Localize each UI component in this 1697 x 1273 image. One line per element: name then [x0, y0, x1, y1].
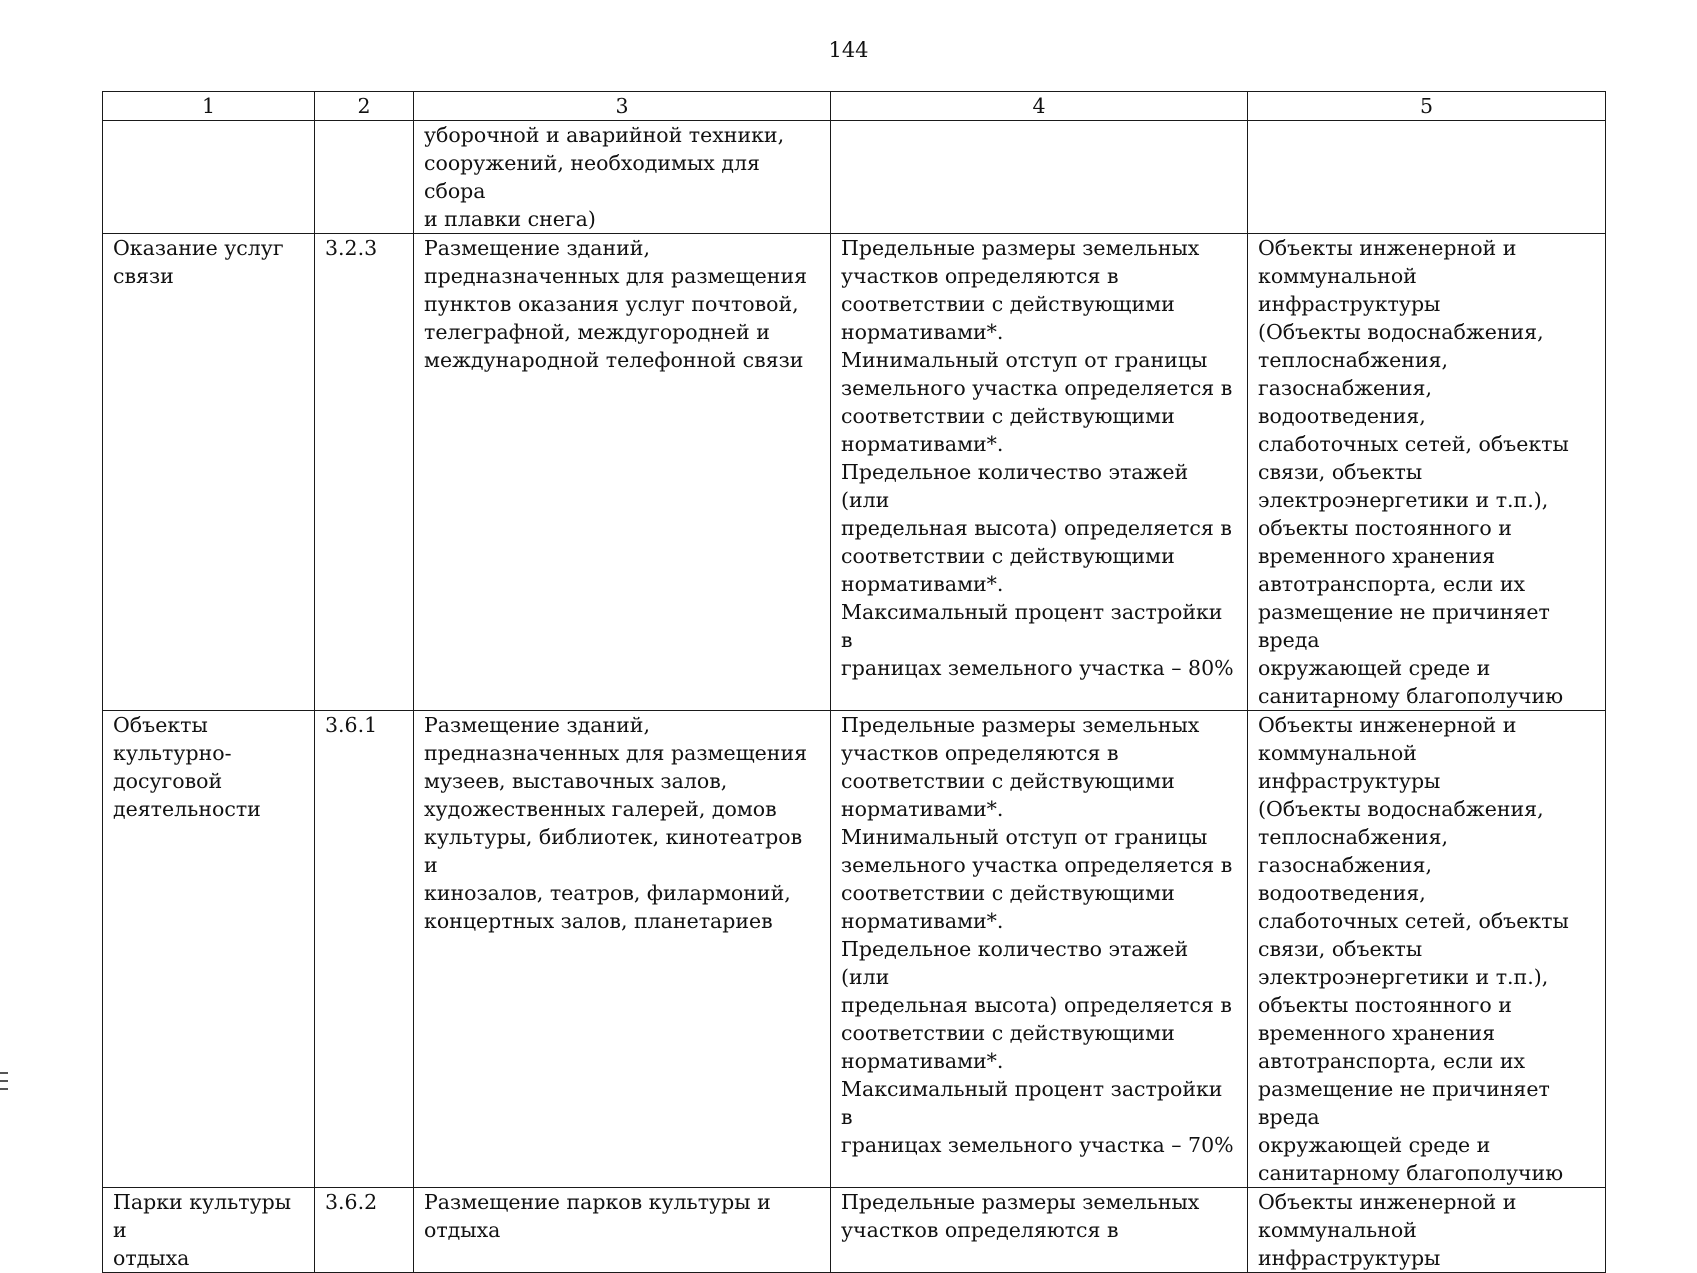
page-number: 144 [828, 38, 869, 62]
table-row [103, 121, 1606, 234]
scan-mark [0, 1072, 8, 1074]
table-row [103, 1188, 1606, 1273]
use-code-cell: 3.6.2 [315, 1188, 414, 1273]
use-description-cell: уборочной и аварийной техники, сооружений, необходимых для сбора и плавки снега) [414, 121, 831, 234]
column-header: 3 [414, 92, 831, 121]
column-header: 5 [1248, 92, 1606, 121]
table-row [103, 711, 1606, 1188]
column-header: 2 [315, 92, 414, 121]
use-code-cell [315, 121, 414, 234]
table-row [103, 234, 1606, 711]
scan-mark [0, 1088, 8, 1090]
parameters-cell: Предельные размеры земельных участков определяются в [831, 1188, 1248, 1273]
use-name-cell: Объекты культурно- досуговой деятельности [103, 711, 315, 1188]
use-code-cell: 3.2.3 [315, 234, 414, 711]
auxiliary-uses-cell [1248, 121, 1606, 234]
auxiliary-uses-cell: Объекты инженерной и коммунальной инфраструктуры [1248, 1188, 1606, 1273]
use-name-cell: Парки культуры и отдыха [103, 1188, 315, 1273]
column-header: 1 [103, 92, 315, 121]
use-name-cell [103, 121, 315, 234]
use-code-cell: 3.6.1 [315, 711, 414, 1188]
use-description-cell: Размещение парков культуры и отдыха [414, 1188, 831, 1273]
use-description-cell: Размещение зданий, предназначенных для размещения пунктов оказания услуг почтовой, телеграфной, междугородней и международной телефонной связи [414, 234, 831, 711]
auxiliary-uses-cell: Объекты инженерной и коммунальной инфраструктуры (Объекты водоснабжения, теплоснабжения, газоснабжения, водоотведения, слаботочных сетей, объекты связи, объекты электроэнергетики и т.п.), объекты постоянного и временного хранения автотранспорта, если их размещение не причиняет вреда окружающей среде и санитарному благополучию [1248, 234, 1606, 711]
parameters-cell: Предельные размеры земельных участков определяются в соответствии с действующими нормативами*. Минимальный отступ от границы земельного участка определяется в соответствии с действующими нормативами*. Предельное количество этажей (или предельная высота) определяется в соответствии с действующими нормативами*. Максимальный процент застройки в границах земельного участка – 80% [831, 234, 1248, 711]
scan-mark [0, 1080, 8, 1082]
column-header: 4 [831, 92, 1248, 121]
auxiliary-uses-cell: Объекты инженерной и коммунальной инфраструктуры (Объекты водоснабжения, теплоснабжения, газоснабжения, водоотведения, слаботочных сетей, объекты связи, объекты электроэнергетики и т.п.), объекты постоянного и временного хранения автотранспорта, если их размещение не причиняет вреда окружающей среде и санитарному благополучию [1248, 711, 1606, 1188]
use-name-cell: Оказание услуг связи [103, 234, 315, 711]
land-use-table [102, 91, 1606, 1273]
use-description-cell: Размещение зданий, предназначенных для размещения музеев, выставочных залов, художественных галерей, домов культуры, библиотек, кинотеатров и кинозалов, театров, филармоний, концертных залов, планетариев [414, 711, 831, 1188]
parameters-cell [831, 121, 1248, 234]
parameters-cell: Предельные размеры земельных участков определяются в соответствии с действующими нормативами*. Минимальный отступ от границы земельного участка определяется в соответствии с действующими нормативами*. Предельное количество этажей (или предельная высота) определяется в соответствии с действующими нормативами*. Максимальный процент застройки в границах земельного участка – 70% [831, 711, 1248, 1188]
table-header-row [103, 92, 1606, 121]
